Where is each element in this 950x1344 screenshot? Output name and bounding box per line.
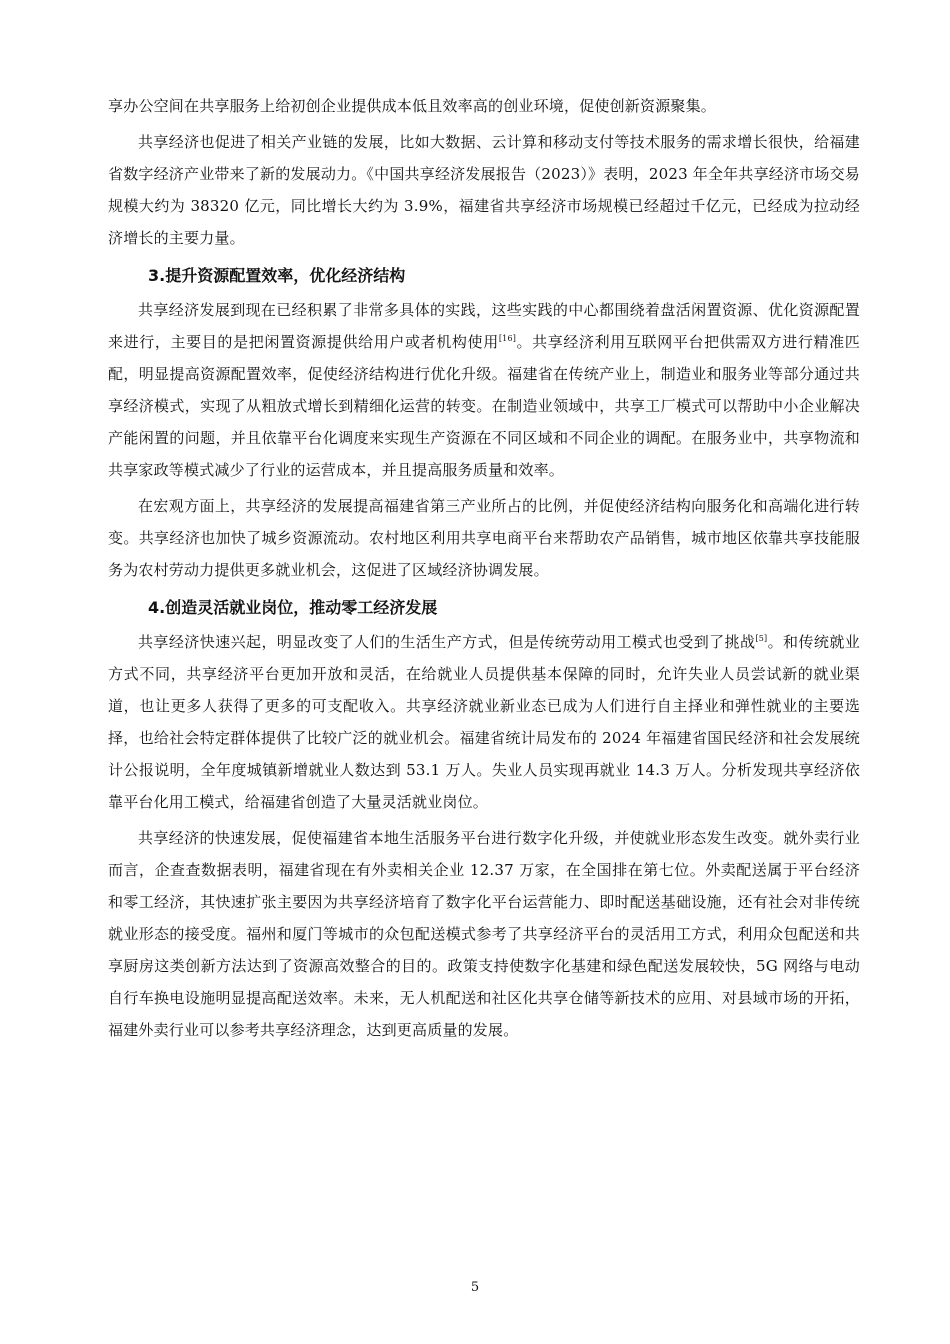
page-number: 5 — [470, 1280, 480, 1295]
paragraph-text: 共享经济发展到现在已经积累了非常多具体的实践，这些实践的中心都围绕着盘活闲置资源、优化资源配置来进行，主要目的是把闲置资源提供给用户或者机构使用 — [108, 301, 860, 351]
paragraph-text-after: 。共享经济利用互联网平台把供需双方进行精准匹配，明显提高资源配置效率，促使经济结构进行优化升级。福建省在传统产业上，制造业和服务业等部分通过共享经济模式，实现了从粗放式增长到精细化运营的转变。在制造业领域中，共享工厂模式可以帮助中小企业解决产能闲置的问题，并且依靠平台化调度来实现生产资源在不同区域和不同企业的调配。在服务业中，共享物流和共享家政等模式减少了行业的运营成本，并且提高服务质量和效率。 — [108, 333, 860, 479]
paragraph-intro-continuation: 享办公空间在共享服务上给初创企业提供成本低且效率高的创业环境，促使创新资源聚集。 — [108, 97, 717, 115]
paragraph-text-after: 。和传统就业方式不同，共享经济平台更加开放和灵活，在给就业人员提供基本保障的同时，允许失业人员尝试新的就业渠道，也让更多人获得了更多的可支配收入。共享经济就业新业态已成为人们进行自主择业和弹性就业的主要选择，也给社会特定群体提供了比较广泛的就业机会。福建省统计局发布的 2024 年福建省国民经济和社会发展统计公报说明，全年度城镇新增就业人数达到 53.1 万人。失业人员实现再就业 14.3 万人。分析发现共享经济依靠平台化用工模式，给福建省创造了大量灵活就业岗位。 — [108, 633, 860, 811]
citation-5: [5] — [755, 634, 768, 643]
document-body — [108, 90, 860, 1046]
section-heading-3: 3.提升资源配置效率，优化经济结构 — [148, 266, 406, 285]
paragraph-food-delivery: 共享经济的快速发展，促使福建省本地生活服务平台进行数字化升级，并使就业形态发生改变。就外卖行业而言，企查查数据表明，福建省现在有外卖相关企业 12.37 万家，在全国排在第七位。外卖配送属于平台经济和零工经济，其快速扩张主要因为共享经济培育了数字化平台运营能力、即时配送基础设施，还有社会对非传统就业形态的接受度。福州和厦门等城市的众包配送模式参考了共享经济平台的灵活用工方式，利用众包配送和共享厨房这类创新方法达到了资源高效整合的目的。政策支持使数字化基建和绿色配送发展较快，5G 网络与电动自行车换电设施明显提高配送效率。未来，无人机配送和社区化共享仓储等新技术的应用、对县域市场的开拓，福建外卖行业可以参考共享经济理念，达到更高质量的发展。 — [108, 829, 860, 1039]
paragraph-macro-structure: 在宏观方面上，共享经济的发展提高福建省第三产业所占的比例，并促使经济结构向服务化和高端化进行转变。共享经济也加快了城乡资源流动。农村地区利用共享电商平台来帮助农产品销售，城市地区依靠共享技能服务为农村劳动力提供更多就业机会，这促进了区域经济协调发展。 — [108, 497, 860, 579]
section-heading-4: 4.创造灵活就业岗位，推动零工经济发展 — [148, 598, 438, 617]
paragraph-industry-chain: 共享经济也促进了相关产业链的发展，比如大数据、云计算和移动支付等技术服务的需求增长很快，给福建省数字经济产业带来了新的发展动力。《中国共享经济发展报告（2023）》表明，2023 年全年共享经济市场交易规模大约为 38320 亿元，同比增长大约为 3.9%，福建省共享经济市场规模已经超过千亿元，已经成为拉动经济增长的主要力量。 — [108, 133, 860, 247]
paragraph-resource-allocation — [108, 294, 860, 486]
paragraph-flexible-employment — [108, 626, 860, 818]
paragraph-text: 共享经济快速兴起，明显改变了人们的生活生产方式，但是传统劳动用工模式也受到了挑战 — [138, 633, 756, 651]
citation-16: [16] — [498, 334, 517, 343]
